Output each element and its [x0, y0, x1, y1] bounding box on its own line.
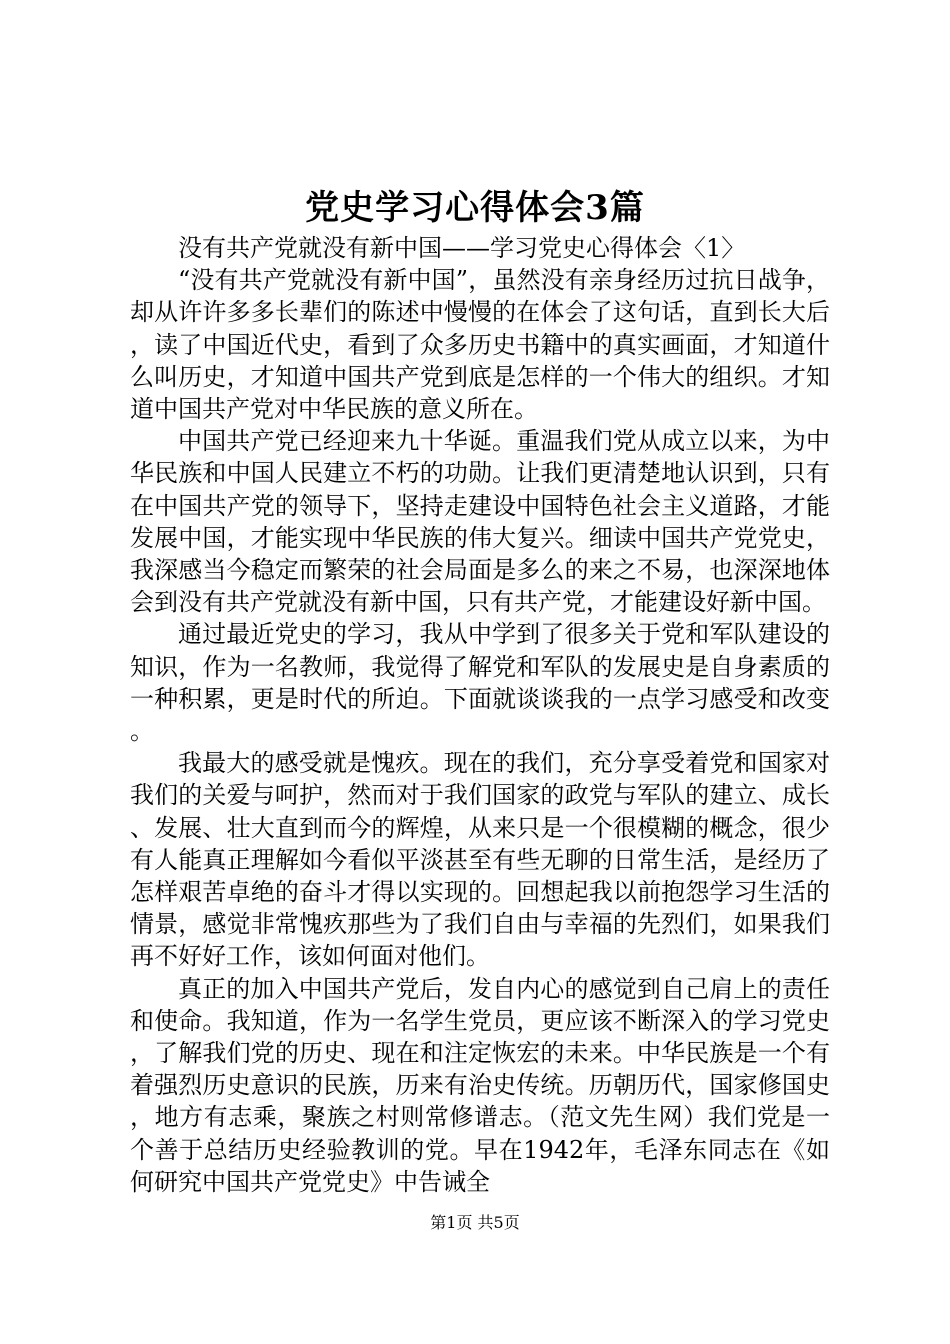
paragraph-1: “没有共产党就没有新中国”，虽然没有亲身经历过抗日战争，却从许许多多长辈们的陈述中慢慢的在体会了这句话，直到长大后，读了中国近代史，看到了众多历史书籍中的真实画面，才知道什么叫历史，才知道中国共产党到底是怎样的一个伟大的组织。才知道中国共产党对中华民族的意义所在。 — [130, 266, 830, 424]
paragraph-3: 通过最近党史的学习，我从中学到了很多关于党和军队建设的知识，作为一名教师，我觉得了解党和军队的发展史是自身素质的一种积累，更是时代的所迫。下面就谈谈我的一点学习感受和改变。 — [130, 620, 830, 746]
page-number-footer: 第1页 共5页 — [430, 1213, 520, 1232]
document-body — [130, 232, 830, 1198]
article-subtitle: 没有共产党就没有新中国——学习党史心得体会〈1〉 — [178, 234, 746, 262]
paragraph-4: 我最大的感受就是愧疚。现在的我们，充分享受着党和国家对我们的关爱与呵护，然而对于我们国家的政党与军队的建立、成长、发展、壮大直到而今的辉煌，从来只是一个很模糊的概念，很少有人能真正理解如今看似平淡甚至有些无聊的日常生活，是经历了怎样艰苦卓绝的奋斗才得以实现的。回想起我以前抱怨学习生活的情景，感觉非常愧疚那些为了我们自由与幸福的先烈们，如果我们再不好好工作，该如何面对他们。 — [130, 749, 830, 971]
paragraph-5: 真正的加入中国共产党后，发自内心的感觉到自己肩上的责任和使命。我知道，作为一名学生党员，更应该不断深入的学习党史，了解我们党的历史、现在和注定恢宏的未来。中华民族是一个有着强烈历史意识的民族，历来有治史传统。历朝历代，国家修国史，地方有志乘，聚族之村则常修谱志。（范文先生网）我们党是一个善于总结历史经验教训的党。早在1942年，毛泽东同志在《如何研究中国共产党党史》中告诫全 — [130, 974, 830, 1196]
paragraph-2: 中国共产党已经迎来九十华诞。重温我们党从成立以来，为中华民族和中国人民建立不朽的功勋。让我们更清楚地认识到，只有在中国共产党的领导下，坚持走建设中国特色社会主义道路，才能发展中国，才能实现中华民族的伟大复兴。细读中国共产党党史，我深感当今稳定而繁荣的社会局面是多么的来之不易，也深深地体会到没有共产党就没有新中国，只有共产党，才能建设好新中国。 — [130, 427, 830, 617]
document-title: 党史学习心得体会3篇 — [305, 188, 645, 228]
